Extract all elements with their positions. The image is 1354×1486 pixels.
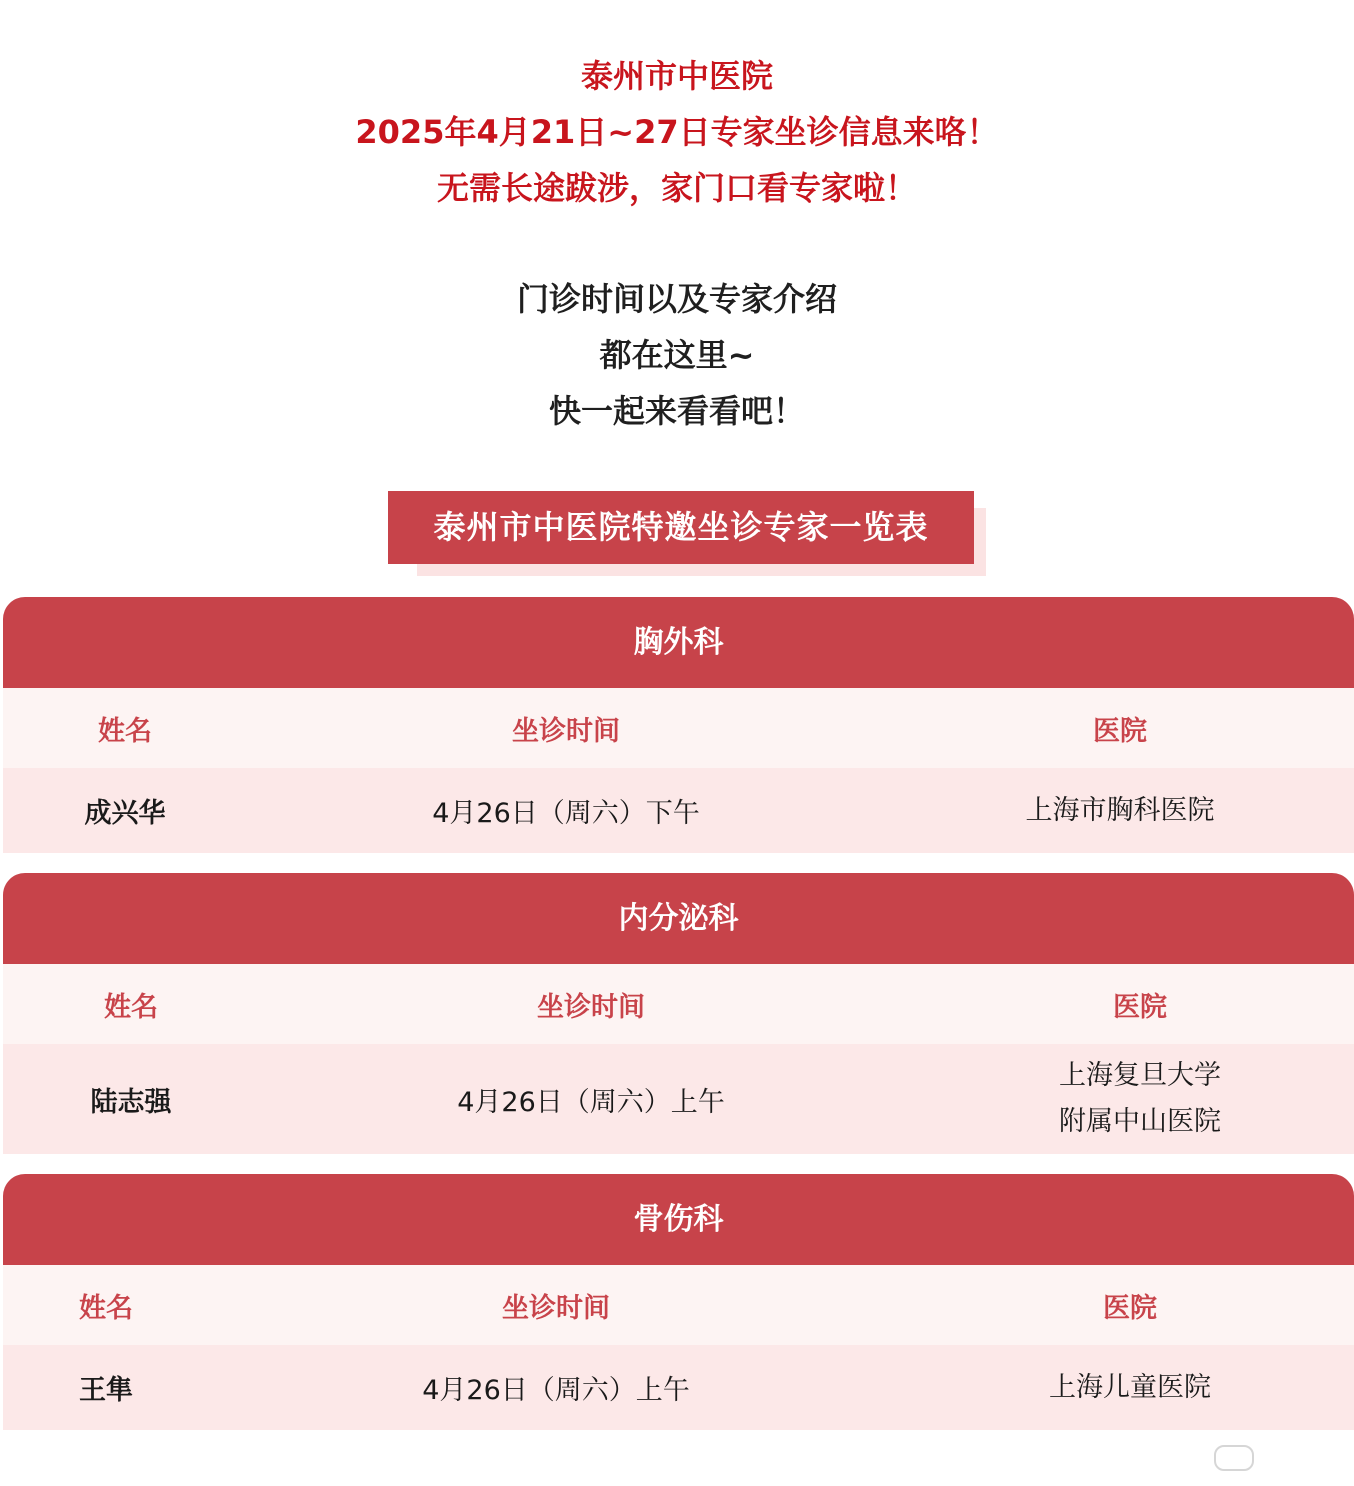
table-row xyxy=(3,1044,1354,1154)
visit-time: 4月26日（周六）下午 xyxy=(432,798,700,829)
table-header-row xyxy=(3,1265,1354,1345)
hospital-line: 附属中山医院 xyxy=(1059,1106,1221,1137)
table-header-row xyxy=(3,688,1354,768)
column-header-hospital: 医院 xyxy=(1103,1292,1157,1324)
expert-name: 陆志强 xyxy=(90,1086,172,1118)
expert-list-banner: 泰州市中医院特邀坐诊专家一览表 xyxy=(388,491,974,564)
column-header-hospital: 医院 xyxy=(1093,715,1147,747)
hospital-name: 泰州市中医院 xyxy=(580,57,773,95)
visit-time: 4月26日（周六）上午 xyxy=(422,1375,690,1406)
intro-line-2: 都在这里~ xyxy=(599,336,755,374)
hospital-line: 上海市胸科医院 xyxy=(1025,794,1215,826)
expert-hospital xyxy=(1059,1044,1221,1154)
column-header-hospital: 医院 xyxy=(1113,991,1167,1023)
table-row xyxy=(3,768,1354,853)
intro-red-block xyxy=(0,48,1354,216)
department-card-thoracic xyxy=(3,597,1354,853)
visit-time: 4月26日（周六）上午 xyxy=(457,1086,725,1118)
department-card-orthopedics xyxy=(3,1174,1354,1430)
department-title: 内分泌科 xyxy=(3,873,1354,964)
department-title: 骨伤科 xyxy=(3,1174,1354,1265)
department-card-endocrinology xyxy=(3,873,1354,1154)
watermark-logo xyxy=(1214,1442,1342,1474)
column-header-name: 姓名 xyxy=(79,1292,133,1324)
hospital-line: 上海复旦大学 xyxy=(1059,1060,1221,1091)
department-title: 胸外科 xyxy=(3,597,1354,688)
column-header-time: 坐诊时间 xyxy=(512,715,620,747)
column-header-name: 姓名 xyxy=(104,991,158,1023)
tagline: 无需长途跋涉，家门口看专家啦！ xyxy=(436,169,917,207)
watermark-badge-icon xyxy=(1214,1445,1254,1471)
table-row xyxy=(3,1345,1354,1430)
intro-line-1: 门诊时间以及专家介绍 xyxy=(516,280,837,318)
hospital-line: 上海儿童医院 xyxy=(1049,1371,1211,1403)
table-header-row xyxy=(3,964,1354,1044)
expert-hospital xyxy=(1026,768,1215,853)
column-header-time: 坐诊时间 xyxy=(537,991,645,1023)
intro-dark-block xyxy=(0,271,1354,439)
intro-line-3: 快一起来看看吧！ xyxy=(548,392,805,430)
expert-name: 王隼 xyxy=(79,1375,133,1406)
column-header-time: 坐诊时间 xyxy=(502,1292,610,1324)
column-header-name: 姓名 xyxy=(98,715,152,747)
expert-hospital xyxy=(1049,1345,1211,1430)
schedule-headline: 2025年4月21日~27日专家坐诊信息来咯！ xyxy=(355,113,999,151)
expert-name: 成兴华 xyxy=(84,798,166,829)
